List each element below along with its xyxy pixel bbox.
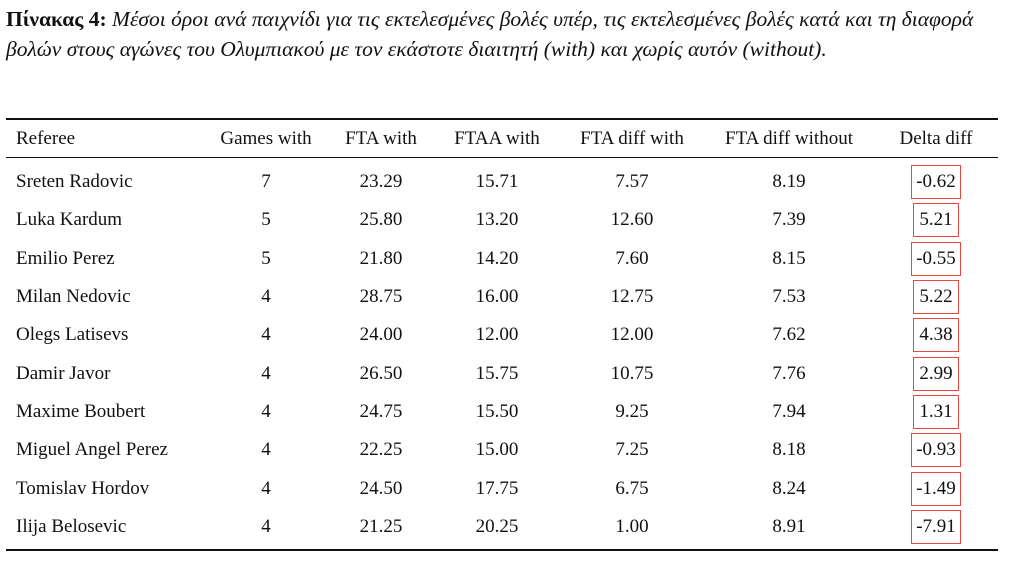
delta-diff-highlight-box: 1.31 — [913, 395, 959, 429]
games-with-cell: 5 — [261, 247, 271, 269]
fta-diff-without-cell: 7.39 — [772, 209, 806, 231]
delta-diff-highlight-box: 2.99 — [913, 357, 959, 391]
delta-diff-highlight-box: 4.38 — [913, 318, 959, 352]
fta-diff-without-cell: 7.53 — [772, 286, 806, 308]
ftaa-with-cell: 15.75 — [475, 362, 519, 384]
table-row — [6, 354, 998, 392]
fta-diff-with-cell: 12.60 — [610, 209, 654, 231]
fta-diff-without-cell: 8.91 — [772, 515, 806, 537]
delta-diff-cell — [874, 316, 998, 354]
delta-diff-cell — [874, 508, 998, 546]
col-header-referee: Referee — [16, 127, 76, 149]
games-with-cell: 5 — [261, 209, 271, 231]
delta-diff-highlight-box: 5.22 — [913, 280, 959, 314]
table-row — [6, 278, 998, 316]
fta-diff-with-cell: 12.75 — [610, 286, 654, 308]
fta-with-cell: 21.25 — [359, 515, 403, 537]
caption-label: Πίνακας 4: — [6, 7, 107, 31]
fta-with-cell: 21.80 — [359, 247, 403, 269]
fta-diff-without-cell: 7.76 — [772, 362, 806, 384]
table-bottom-rule — [6, 549, 998, 551]
ftaa-with-cell: 15.50 — [475, 400, 519, 422]
fta-diff-with-cell: 7.57 — [615, 171, 649, 193]
ftaa-with-cell: 12.00 — [475, 324, 519, 346]
referee-name-cell: Olegs Latisevs — [16, 324, 129, 346]
referee-name-cell: Tomislav Hordov — [16, 477, 150, 499]
games-with-cell: 7 — [261, 171, 271, 193]
referee-stats-table — [6, 120, 998, 546]
col-header-delta-diff: Delta diff — [899, 127, 973, 149]
table-row — [6, 201, 998, 239]
table-row — [6, 393, 998, 431]
ftaa-with-cell: 13.20 — [475, 209, 519, 231]
referee-name-cell: Sreten Radovic — [16, 171, 133, 193]
table-row — [6, 157, 998, 201]
fta-diff-without-cell: 7.62 — [772, 324, 806, 346]
games-with-cell: 4 — [261, 324, 271, 346]
delta-diff-highlight-box: -0.93 — [911, 433, 961, 467]
fta-diff-with-cell: 12.00 — [610, 324, 654, 346]
fta-diff-with-cell: 10.75 — [610, 362, 654, 384]
delta-diff-cell — [874, 157, 998, 201]
col-header-games-with: Games with — [220, 127, 312, 149]
ftaa-with-cell: 20.25 — [475, 515, 519, 537]
ftaa-with-cell: 17.75 — [475, 477, 519, 499]
delta-diff-cell — [874, 240, 998, 278]
table-caption — [6, 4, 1006, 64]
fta-with-cell: 26.50 — [359, 362, 403, 384]
referee-name-cell: Ilija Belosevic — [16, 515, 127, 537]
fta-diff-without-cell: 8.19 — [772, 171, 806, 193]
games-with-cell: 4 — [261, 515, 271, 537]
ftaa-with-cell: 16.00 — [475, 286, 519, 308]
fta-diff-without-cell: 8.15 — [772, 247, 806, 269]
col-header-fta-diff-without: FTA diff without — [725, 127, 853, 149]
col-header-ftaa-with: FTAA with — [454, 127, 540, 149]
games-with-cell: 4 — [261, 286, 271, 308]
fta-diff-without-cell: 7.94 — [772, 400, 806, 422]
delta-diff-cell — [874, 469, 998, 507]
fta-diff-without-cell: 8.24 — [772, 477, 806, 499]
referee-name-cell: Miguel Angel Perez — [16, 439, 168, 461]
delta-diff-cell — [874, 393, 998, 431]
table-body — [6, 157, 998, 546]
delta-diff-cell — [874, 354, 998, 392]
delta-diff-cell — [874, 431, 998, 469]
fta-with-cell: 24.75 — [359, 400, 403, 422]
delta-diff-highlight-box: -0.55 — [911, 242, 961, 276]
referee-name-cell: Milan Nedovic — [16, 286, 131, 308]
fta-diff-without-cell: 8.18 — [772, 439, 806, 461]
referee-name-cell: Emilio Perez — [16, 247, 115, 269]
referee-name-cell: Damir Javor — [16, 362, 111, 384]
referee-name-cell: Luka Kardum — [16, 209, 123, 231]
fta-with-cell: 23.29 — [359, 171, 403, 193]
games-with-cell: 4 — [261, 362, 271, 384]
caption-text: Μέσοι όροι ανά παιχνίδι για τις εκτελεσμένες βολές υπέρ, τις εκτελεσμένες βολές κατά και τη διαφορά βολών στους αγώνες του Ολυμπιακού με τον εκάστοτε διαιτητή (with) και χωρίς αυτόν (without). — [6, 7, 974, 61]
delta-diff-highlight-box: -7.91 — [911, 510, 961, 544]
referee-name-cell: Maxime Boubert — [16, 400, 146, 422]
col-header-fta-with: FTA with — [345, 127, 417, 149]
delta-diff-highlight-box: 5.21 — [913, 203, 959, 237]
ftaa-with-cell: 14.20 — [475, 247, 519, 269]
fta-diff-with-cell: 7.25 — [615, 439, 649, 461]
fta-with-cell: 22.25 — [359, 439, 403, 461]
delta-diff-cell — [874, 201, 998, 239]
col-header-fta-diff-with: FTA diff with — [580, 127, 684, 149]
table-row — [6, 316, 998, 354]
delta-diff-highlight-box: -1.49 — [911, 472, 961, 506]
fta-diff-with-cell: 9.25 — [615, 400, 649, 422]
table-header — [6, 120, 998, 157]
fta-diff-with-cell: 1.00 — [615, 515, 649, 537]
table-row — [6, 431, 998, 469]
games-with-cell: 4 — [261, 439, 271, 461]
header-row — [6, 120, 998, 157]
fta-with-cell: 24.50 — [359, 477, 403, 499]
fta-with-cell: 28.75 — [359, 286, 403, 308]
fta-diff-with-cell: 7.60 — [615, 247, 649, 269]
fta-diff-with-cell: 6.75 — [615, 477, 649, 499]
table-row — [6, 240, 998, 278]
ftaa-with-cell: 15.00 — [475, 439, 519, 461]
fta-with-cell: 24.00 — [359, 324, 403, 346]
games-with-cell: 4 — [261, 400, 271, 422]
ftaa-with-cell: 15.71 — [475, 171, 519, 193]
delta-diff-highlight-box: -0.62 — [911, 165, 961, 199]
fta-with-cell: 25.80 — [359, 209, 403, 231]
table-row — [6, 508, 998, 546]
delta-diff-cell — [874, 278, 998, 316]
games-with-cell: 4 — [261, 477, 271, 499]
table-row — [6, 469, 998, 507]
